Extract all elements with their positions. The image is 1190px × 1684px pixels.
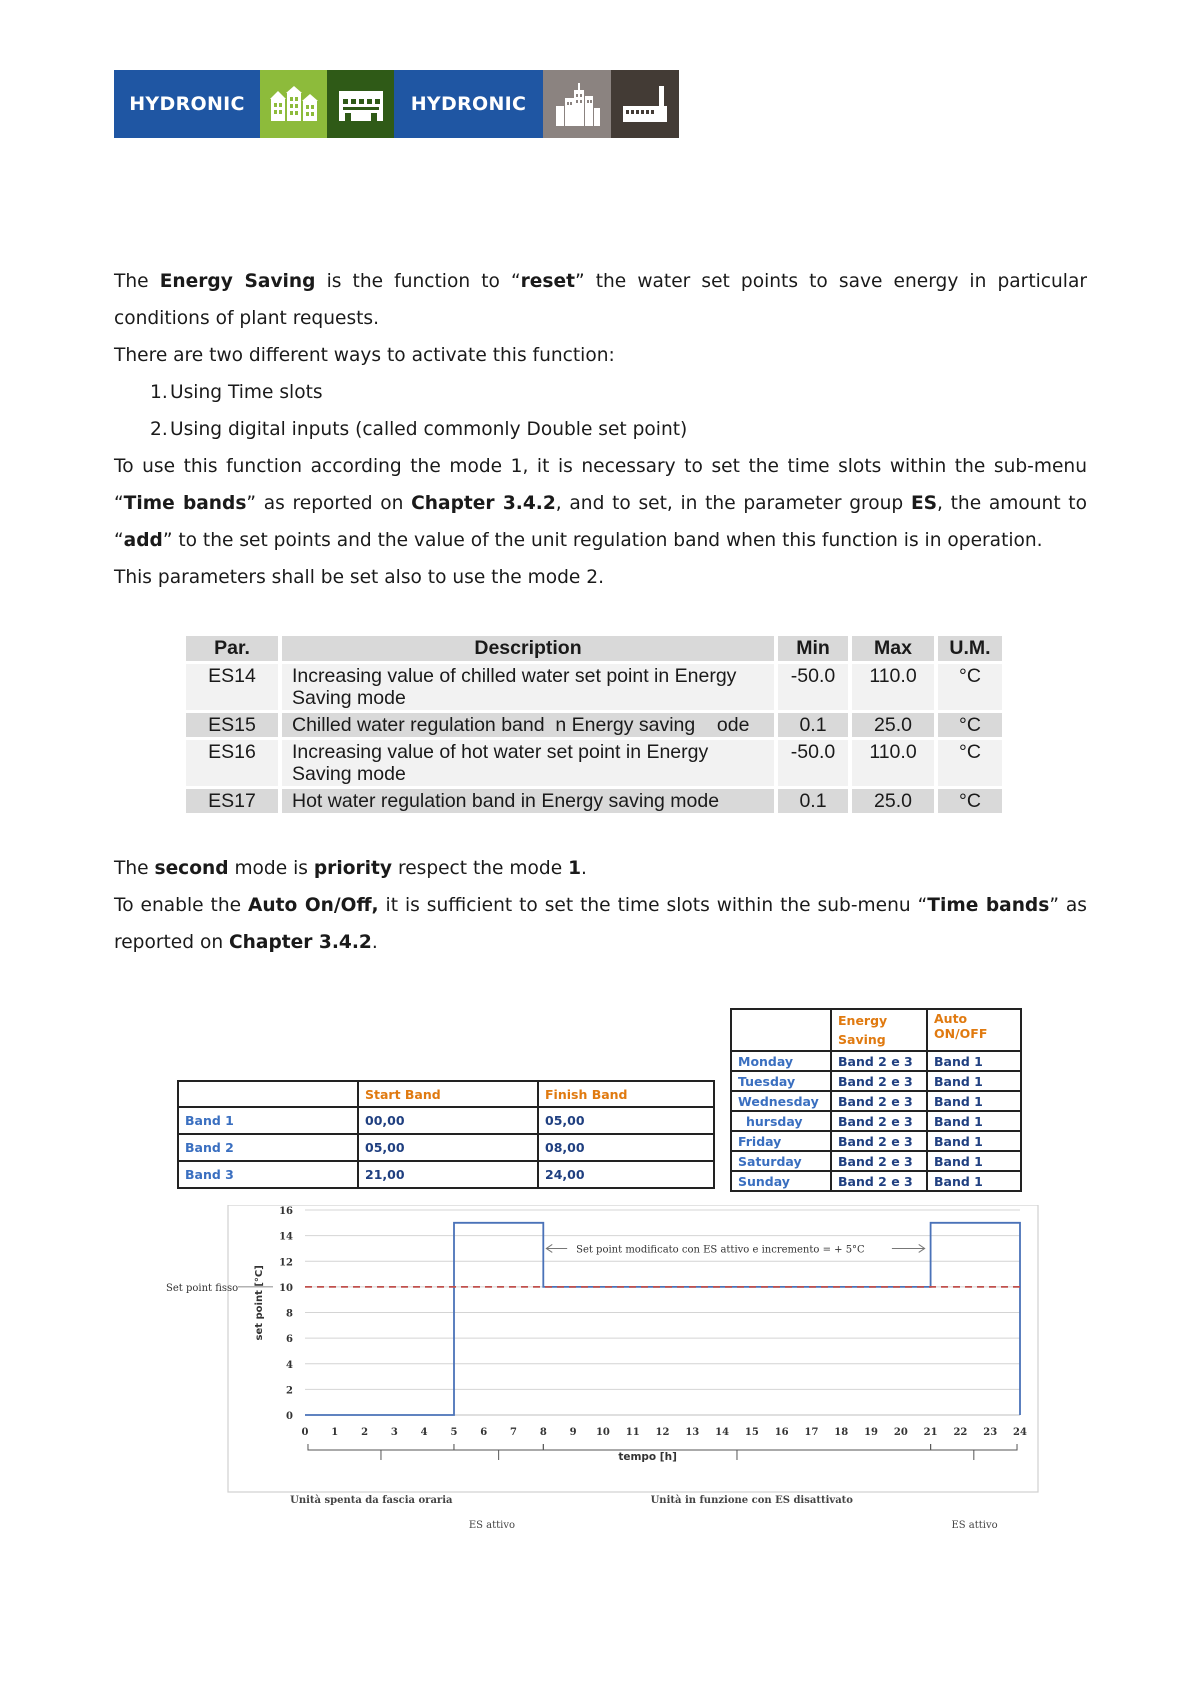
x-tick-label: 4 bbox=[420, 1427, 428, 1438]
x-axis-label: tempo [h] bbox=[618, 1451, 677, 1463]
param-unit: °C bbox=[938, 789, 1002, 813]
list-item: 2. Using digital inputs (called commonly Double set point) bbox=[150, 419, 688, 440]
column-header: Min bbox=[778, 636, 848, 661]
x-tick-label: 16 bbox=[774, 1427, 789, 1438]
es-active-label: ES attivo bbox=[951, 1520, 998, 1531]
table-row bbox=[178, 1134, 714, 1161]
table-row bbox=[731, 1071, 1021, 1091]
table-header-row bbox=[731, 1009, 1021, 1051]
day-cell: Saturday bbox=[731, 1151, 831, 1171]
band-name-cell: Band 1 bbox=[178, 1107, 358, 1134]
es-band-cell: Band 2 e 3 bbox=[831, 1151, 927, 1171]
table-row bbox=[186, 789, 1002, 813]
day-cell: Friday bbox=[731, 1131, 831, 1151]
city-skyline-icon bbox=[543, 70, 611, 138]
table-header-row bbox=[178, 1081, 714, 1107]
x-tick-label: 18 bbox=[834, 1427, 849, 1438]
param-max: 25.0 bbox=[852, 789, 934, 813]
param-unit: °C bbox=[938, 664, 1002, 710]
table-row bbox=[731, 1131, 1021, 1151]
outro-section bbox=[114, 850, 1087, 961]
y-tick-label: 6 bbox=[286, 1334, 293, 1346]
column-header: Description bbox=[282, 636, 774, 661]
x-tick-label: 21 bbox=[923, 1427, 938, 1438]
y-tick-label: 10 bbox=[279, 1282, 293, 1294]
intro-paragraph-3: To use this function according the mode 1, it is necessary to set the time slots within the sub-menu “Time bands” as reported on Chapter 3.4.2, and to set, in the parameter group ES, the amount to “add” to the set points and the value of the unit regulation band when this function is in operation. bbox=[114, 456, 1087, 551]
y-tick-label: 16 bbox=[279, 1206, 293, 1217]
y-tick-label: 14 bbox=[279, 1231, 293, 1243]
x-tick-label: 0 bbox=[301, 1427, 309, 1438]
param-max: 25.0 bbox=[852, 713, 934, 737]
param-description: Chilled water regulation band n Energy saving ode bbox=[282, 713, 774, 737]
auto-band-cell: Band 1 bbox=[927, 1091, 1021, 1111]
x-tick-label: 5 bbox=[450, 1427, 458, 1438]
x-tick-label: 14 bbox=[715, 1427, 730, 1438]
x-tick-label: 8 bbox=[539, 1427, 547, 1438]
auto-band-cell: Band 1 bbox=[927, 1051, 1021, 1071]
day-cell: Tuesday bbox=[731, 1071, 831, 1091]
param-unit: °C bbox=[938, 740, 1002, 786]
param-description: Increasing value of chilled water set point in Energy Saving mode bbox=[282, 664, 774, 710]
auto-band-cell: Band 1 bbox=[927, 1071, 1021, 1091]
setpoint-modified-annotation: Set point modificato con ES attivo e incremento = + 5°C bbox=[576, 1244, 865, 1256]
x-tick-label: 23 bbox=[983, 1427, 998, 1438]
setpoint-fixed-label: Set point fisso bbox=[166, 1282, 239, 1294]
param-min: 0.1 bbox=[778, 713, 848, 737]
column-header bbox=[178, 1081, 358, 1107]
residential-buildings-icon bbox=[260, 70, 327, 138]
table-row bbox=[186, 740, 1002, 786]
table-row bbox=[731, 1091, 1021, 1111]
x-tick-label: 22 bbox=[953, 1427, 968, 1438]
column-header bbox=[731, 1009, 831, 1051]
y-tick-label: 8 bbox=[286, 1308, 293, 1320]
table-row bbox=[178, 1107, 714, 1134]
unit-off-label: Unità spenta da fascia oraria bbox=[290, 1495, 453, 1506]
table-header-row bbox=[186, 636, 1002, 661]
column-header: U.M. bbox=[938, 636, 1002, 661]
param-code: ES14 bbox=[186, 664, 278, 710]
es-band-cell: Band 2 e 3 bbox=[831, 1091, 927, 1111]
param-min: -50.0 bbox=[778, 664, 848, 710]
band-name-cell: Band 2 bbox=[178, 1134, 358, 1161]
column-header: Auto ON/OFF bbox=[927, 1009, 1021, 1051]
band-finish-cell: 24,00 bbox=[538, 1161, 714, 1188]
day-schedule-table bbox=[730, 1008, 1022, 1192]
table-row bbox=[731, 1051, 1021, 1071]
x-tick-label: 19 bbox=[864, 1427, 879, 1438]
x-tick-label: 6 bbox=[480, 1427, 488, 1438]
column-header: Energy Saving bbox=[831, 1009, 927, 1051]
outro-paragraph-2: To enable the Auto On/Off, it is sufficient to set the time slots within the sub-menu “Time bands” as reported on Chapter 3.4.2. bbox=[114, 895, 1087, 953]
intro-section bbox=[114, 263, 1087, 596]
y-axis-label: set point [°C] bbox=[254, 1265, 265, 1341]
param-max: 110.0 bbox=[852, 664, 934, 710]
param-min: 0.1 bbox=[778, 789, 848, 813]
y-tick-label: 12 bbox=[279, 1257, 293, 1269]
x-tick-label: 7 bbox=[510, 1427, 518, 1438]
auto-band-cell: Band 1 bbox=[927, 1131, 1021, 1151]
factory-icon bbox=[611, 70, 679, 138]
day-cell: Sunday bbox=[731, 1171, 831, 1191]
table-row bbox=[186, 664, 1002, 710]
x-tick-label: 1 bbox=[331, 1427, 339, 1438]
table-row bbox=[186, 713, 1002, 737]
column-header: Start Band bbox=[358, 1081, 538, 1107]
band-start-cell: 00,00 bbox=[358, 1107, 538, 1134]
y-tick-label: 0 bbox=[286, 1411, 293, 1422]
day-cell: Wednesday bbox=[731, 1091, 831, 1111]
band-finish-cell: 05,00 bbox=[538, 1107, 714, 1134]
header-banner bbox=[114, 70, 679, 138]
column-header: Finish Band bbox=[538, 1081, 714, 1107]
param-description: Hot water regulation band in Energy saving mode bbox=[282, 789, 774, 813]
day-cell: Monday bbox=[731, 1051, 831, 1071]
auto-band-cell: Band 1 bbox=[927, 1171, 1021, 1191]
x-tick-label: 2 bbox=[361, 1427, 369, 1438]
param-unit: °C bbox=[938, 713, 1002, 737]
param-min: -50.0 bbox=[778, 740, 848, 786]
es-band-cell: Band 2 e 3 bbox=[831, 1111, 927, 1131]
table-row bbox=[731, 1151, 1021, 1171]
es-active-label: ES attivo bbox=[468, 1520, 516, 1531]
x-tick-label: 10 bbox=[595, 1427, 610, 1438]
es-band-cell: Band 2 e 3 bbox=[831, 1071, 927, 1091]
brand-left: HYDRONIC bbox=[114, 70, 260, 138]
band-start-cell: 05,00 bbox=[358, 1134, 538, 1161]
es-band-cell: Band 2 e 3 bbox=[831, 1131, 927, 1151]
x-tick-label: 9 bbox=[569, 1427, 577, 1438]
param-max: 110.0 bbox=[852, 740, 934, 786]
y-tick-label: 2 bbox=[286, 1385, 293, 1397]
x-tick-label: 3 bbox=[390, 1427, 398, 1438]
setpoint-chart bbox=[160, 1205, 1060, 1555]
band-name-cell: Band 3 bbox=[178, 1161, 358, 1188]
x-tick-label: 12 bbox=[655, 1427, 670, 1438]
column-header: Max bbox=[852, 636, 934, 661]
table-row bbox=[178, 1161, 714, 1188]
es-band-cell: Band 2 e 3 bbox=[831, 1051, 927, 1071]
auto-band-cell: Band 1 bbox=[927, 1151, 1021, 1171]
param-code: ES16 bbox=[186, 740, 278, 786]
auto-band-cell: Band 1 bbox=[927, 1111, 1021, 1131]
table-row bbox=[731, 1171, 1021, 1191]
band-start-cell: 21,00 bbox=[358, 1161, 538, 1188]
x-tick-label: 17 bbox=[804, 1427, 819, 1438]
outro-paragraph-1: The second mode is priority respect the mode 1. bbox=[114, 858, 587, 879]
param-code: ES17 bbox=[186, 789, 278, 813]
list-item: 1. Using Time slots bbox=[150, 382, 323, 403]
param-description: Increasing value of hot water set point in Energy Saving mode bbox=[282, 740, 774, 786]
time-band-table bbox=[177, 1080, 715, 1189]
intro-paragraph-2: There are two different ways to activate this function: bbox=[114, 345, 615, 366]
intro-paragraph-1: The Energy Saving is the function to “reset” the water set points to save energy in particular conditions of plant requests. bbox=[114, 271, 1087, 329]
activation-mode-list bbox=[114, 374, 1087, 448]
column-header: Par. bbox=[186, 636, 278, 661]
es-band-cell: Band 2 e 3 bbox=[831, 1171, 927, 1191]
commercial-building-icon bbox=[327, 70, 394, 138]
intro-paragraph-4: This parameters shall be set also to use the mode 2. bbox=[114, 567, 604, 588]
x-tick-label: 20 bbox=[893, 1427, 908, 1438]
day-cell: hursday bbox=[731, 1111, 831, 1131]
parameter-table bbox=[182, 633, 1006, 816]
x-tick-label: 11 bbox=[625, 1427, 640, 1438]
band-finish-cell: 08,00 bbox=[538, 1134, 714, 1161]
x-tick-label: 13 bbox=[685, 1427, 700, 1438]
y-tick-label: 4 bbox=[286, 1359, 293, 1371]
table-row bbox=[731, 1111, 1021, 1131]
x-tick-label: 15 bbox=[744, 1427, 759, 1438]
unit-on-label: Unità in funzione con ES disattivato bbox=[650, 1495, 853, 1506]
x-tick-label: 24 bbox=[1013, 1427, 1027, 1438]
brand-right: HYDRONIC bbox=[394, 70, 543, 138]
param-code: ES15 bbox=[186, 713, 278, 737]
